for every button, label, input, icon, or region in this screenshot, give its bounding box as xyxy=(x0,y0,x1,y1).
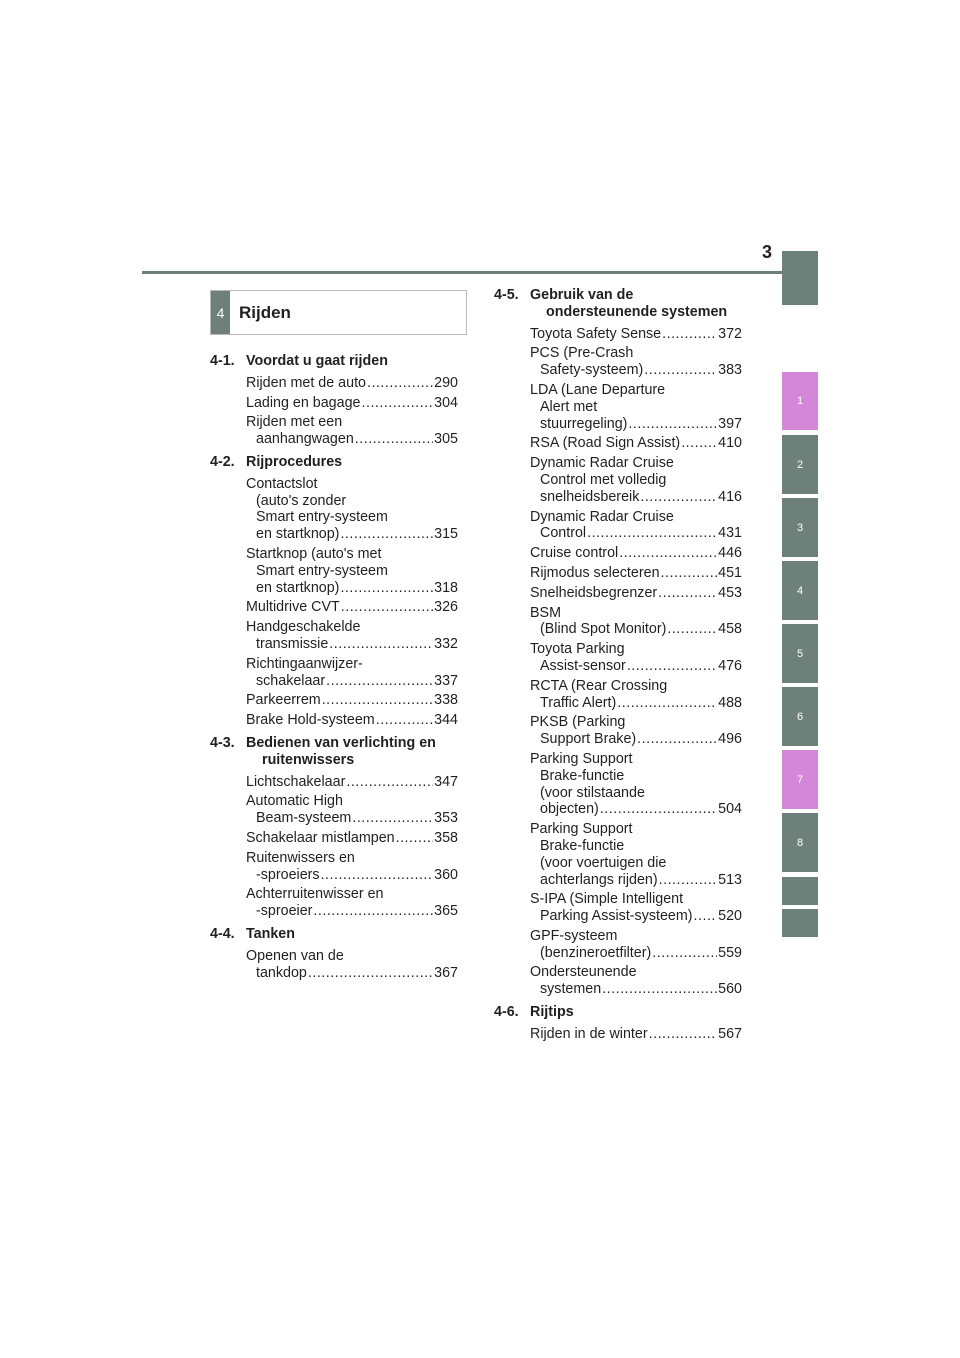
toc-entry[interactable] xyxy=(530,435,742,452)
dot-leader xyxy=(640,489,717,506)
toc-entry-page: 305 xyxy=(434,431,458,448)
toc-entry[interactable] xyxy=(246,395,458,412)
dot-leader xyxy=(662,326,717,343)
chapter-tab-4[interactable]: 4 xyxy=(782,561,818,620)
toc-entry-text: Dynamic Radar Cruise xyxy=(530,508,674,525)
chapter-tab-blank[interactable] xyxy=(782,909,818,937)
toc-entry-text: Richtingaanwijzer- xyxy=(246,655,363,672)
toc-entry-text: Toyota Safety Sense xyxy=(530,325,662,342)
toc-group-number: 4-5. xyxy=(494,287,519,303)
dot-leader xyxy=(661,565,718,582)
toc-entry-text: stuurregeling) xyxy=(540,415,628,432)
toc-entry-page: 504 xyxy=(718,801,742,818)
dot-leader xyxy=(619,545,717,562)
dot-leader xyxy=(658,585,717,602)
toc-entry-text: Ondersteunende xyxy=(530,964,637,981)
dot-leader xyxy=(628,416,717,433)
toc-entry-text: S-IPA (Simple Intelligent xyxy=(530,891,684,908)
toc-group-title: Gebruik van de ondersteunende systemen xyxy=(530,287,728,320)
toc-entry-text: Alert met xyxy=(540,398,598,415)
toc-entry-page: 560 xyxy=(718,981,742,998)
section-title: Rijden xyxy=(239,302,291,322)
toc-entry[interactable] xyxy=(530,928,742,962)
toc-entry-page: 326 xyxy=(434,599,458,616)
toc-entry-text: Dynamic Radar Cruise xyxy=(530,455,674,472)
toc-entry[interactable] xyxy=(530,964,742,998)
dot-leader xyxy=(308,965,433,982)
toc-entry[interactable] xyxy=(530,509,742,543)
toc-entry[interactable] xyxy=(530,1026,742,1043)
toc-entry[interactable] xyxy=(530,678,742,712)
toc-entry[interactable] xyxy=(246,414,458,448)
toc-entry-page: 451 xyxy=(718,564,742,581)
toc-entry-page: 367 xyxy=(434,964,458,981)
toc-entry-page: 338 xyxy=(434,692,458,709)
toc-entry-text: transmissie xyxy=(256,635,329,652)
toc-entry-text: schakelaar xyxy=(256,672,326,689)
dot-leader xyxy=(376,712,433,729)
toc-entry-page: 304 xyxy=(434,394,458,411)
toc-entry[interactable] xyxy=(246,850,458,884)
toc-entry-page: 410 xyxy=(718,435,742,452)
toc-entry-page: 344 xyxy=(434,712,458,729)
toc-entry-page: 458 xyxy=(718,621,742,638)
toc-entry-page: 496 xyxy=(718,731,742,748)
dot-leader xyxy=(340,580,433,597)
toc-entry-text: Brake-functie xyxy=(540,767,625,784)
dot-leader xyxy=(617,695,717,712)
chapter-tab-8[interactable]: 8 xyxy=(782,813,818,872)
toc-group-title: Rijtips xyxy=(530,1004,574,1021)
toc-entry-text: snelheidsbereik xyxy=(540,488,640,505)
toc-entry-text: Handgeschakelde xyxy=(246,619,361,636)
toc-entry[interactable] xyxy=(530,585,742,602)
toc-entry-text: Beam-systeem xyxy=(256,810,352,827)
toc-column-right xyxy=(494,287,742,1043)
toc-entry-page: 353 xyxy=(434,810,458,827)
toc-entry-text: Lichtschakelaar xyxy=(246,773,346,790)
dot-leader xyxy=(340,526,433,543)
toc-group-title: Rijprocedures xyxy=(246,453,343,470)
toc-entry-text: -sproeiers xyxy=(256,866,320,883)
dot-leader xyxy=(652,945,717,962)
toc-entry-text: Rijmodus selecteren xyxy=(530,564,660,581)
toc-entry-text: tankdop xyxy=(256,964,307,981)
toc-entry-text: Parkeerrem xyxy=(246,692,321,709)
toc-entry-text: Openen van de xyxy=(246,947,344,964)
toc-group-heading[interactable] xyxy=(210,353,458,370)
dot-leader xyxy=(396,830,434,847)
toc-entry-text: Achterruitenwisser en xyxy=(246,886,384,903)
toc-entry[interactable] xyxy=(246,599,458,616)
toc-entry-text: Smart entry-systeem xyxy=(256,509,388,526)
toc-entry-text: Schakelaar mistlampen xyxy=(246,829,395,846)
toc-entry-text: GPF-systeem xyxy=(530,927,618,944)
toc-entry-page: 431 xyxy=(718,525,742,542)
toc-entry-text: Startknop (auto's met xyxy=(246,545,382,562)
toc-entry-text: Contactslot xyxy=(246,475,318,492)
toc-entry-text: objecten) xyxy=(540,801,599,818)
dot-leader xyxy=(355,431,433,448)
toc-entry-text: Brake-functie xyxy=(540,837,625,854)
toc-entry-text: aanhangwagen xyxy=(256,431,354,448)
toc-entry-page: 372 xyxy=(718,325,742,342)
dot-leader xyxy=(659,872,718,889)
toc-group-title: Voordat u gaat rijden xyxy=(246,353,388,369)
toc-entry-page: 365 xyxy=(434,903,458,920)
toc-group-number: 4-3. xyxy=(210,734,235,751)
toc-entry[interactable] xyxy=(530,565,742,582)
toc-entry-text: Assist-sensor xyxy=(540,657,626,674)
dot-leader xyxy=(602,981,717,998)
toc-entry-text: -sproeier xyxy=(256,903,313,920)
toc-entry[interactable] xyxy=(246,476,458,543)
toc-entry-text: Cruise control xyxy=(530,545,619,562)
toc-entry-text: (auto's zonder xyxy=(256,492,347,509)
toc-entry-text: Control met volledig xyxy=(540,471,667,488)
toc-entry-text: (voor voertuigen die xyxy=(540,854,667,871)
toc-entry[interactable] xyxy=(246,692,458,709)
header-rule xyxy=(142,271,818,274)
toc-entry-text: Parking Assist-systeem) xyxy=(540,908,693,925)
toc-group-number: 4-2. xyxy=(210,453,235,470)
toc-entry-page: 397 xyxy=(718,415,742,432)
dot-leader xyxy=(681,435,717,452)
toc-entry[interactable] xyxy=(246,375,458,392)
dot-leader xyxy=(600,801,717,818)
dot-leader xyxy=(637,731,717,748)
chapter-tab-blank[interactable] xyxy=(782,877,818,905)
toc-entry-text: RSA (Road Sign Assist) xyxy=(530,435,681,452)
toc-group-heading[interactable] xyxy=(494,287,742,321)
chapter-tab-3[interactable]: 3 xyxy=(782,498,818,557)
toc-group-number: 4-6. xyxy=(494,1004,519,1021)
toc-entry-text: BSM xyxy=(530,604,561,621)
toc-entry-text: Brake Hold-systeem xyxy=(246,712,375,729)
toc-group-heading[interactable] xyxy=(210,926,458,943)
dot-leader xyxy=(313,903,433,920)
toc-group-title: Bedienen van verlichting en ruitenwissers xyxy=(246,734,436,768)
toc-entry-text: systemen xyxy=(540,981,602,998)
toc-entry-text: Safety-systeem) xyxy=(540,362,644,379)
toc-group-heading[interactable] xyxy=(494,1004,742,1021)
toc-entry[interactable] xyxy=(530,326,742,343)
toc-entry-page: 315 xyxy=(434,526,458,543)
toc-column-left xyxy=(210,353,458,981)
toc-entry-text: Snelheidsbegrenzer xyxy=(530,584,658,601)
toc-entry[interactable] xyxy=(530,345,742,379)
toc-entry-text: Parking Support xyxy=(530,750,633,767)
toc-entry-page: 416 xyxy=(718,488,742,505)
toc-entry[interactable] xyxy=(246,830,458,847)
toc-entry-page: 332 xyxy=(434,635,458,652)
toc-entry-page: 446 xyxy=(718,545,742,562)
toc-group-heading[interactable] xyxy=(210,735,458,769)
toc-entry-text: Rijden in de winter xyxy=(530,1025,648,1042)
toc-entry-text: Toyota Parking xyxy=(530,641,625,658)
chapter-tab-1[interactable]: 1 xyxy=(782,372,818,430)
toc-entry-text: Rijden met een xyxy=(246,414,343,431)
toc-entry[interactable] xyxy=(530,605,742,639)
toc-entry[interactable] xyxy=(530,891,742,925)
chapter-tab-blank[interactable] xyxy=(782,251,818,305)
toc-entry-text: PKSB (Parking xyxy=(530,714,626,731)
toc-entry-page: 358 xyxy=(434,829,458,846)
toc-group-title: Tanken xyxy=(246,925,295,942)
toc-entry-page: 488 xyxy=(718,694,742,711)
toc-entry-text: (Blind Spot Monitor) xyxy=(540,621,667,638)
dot-leader xyxy=(322,692,433,709)
toc-group-number: 4-4. xyxy=(210,925,235,942)
chapter-tab-6[interactable]: 6 xyxy=(782,687,818,746)
chapter-tab-2[interactable]: 2 xyxy=(782,435,818,494)
dot-leader xyxy=(362,395,434,412)
toc-entry-text: achterlangs rijden) xyxy=(540,871,658,888)
dot-leader xyxy=(329,636,433,653)
dot-leader xyxy=(667,621,717,638)
toc-entry-page: 567 xyxy=(718,1025,742,1042)
dot-leader xyxy=(649,1026,718,1043)
toc-entry-text: LDA (Lane Departure xyxy=(530,381,666,398)
dot-leader xyxy=(352,810,433,827)
toc-entry-text: Automatic High xyxy=(246,793,343,810)
toc-entry[interactable] xyxy=(246,546,458,596)
toc-entry-text: en startknop) xyxy=(256,526,340,543)
toc-entry-text: PCS (Pre-Crash xyxy=(530,345,634,362)
toc-entry-page: 347 xyxy=(434,773,458,790)
toc-entry-page: 520 xyxy=(718,908,742,925)
dot-leader xyxy=(587,525,717,542)
toc-entry-text: Rijden met de auto xyxy=(246,374,367,391)
toc-entry[interactable] xyxy=(246,619,458,653)
toc-entry-page: 360 xyxy=(434,866,458,883)
toc-entry[interactable] xyxy=(246,656,458,690)
toc-entry-text: Multidrive CVT xyxy=(246,599,340,616)
dot-leader xyxy=(367,375,433,392)
toc-entry[interactable] xyxy=(246,774,458,791)
toc-entry-text: RCTA (Rear Crossing xyxy=(530,677,668,694)
toc-entry[interactable] xyxy=(530,751,742,818)
toc-entry-page: 318 xyxy=(434,579,458,596)
toc-entry-text: (voor stilstaande xyxy=(540,784,645,801)
toc-entry-text: (benzineroetfilter) xyxy=(540,944,652,961)
toc-entry[interactable] xyxy=(246,793,458,827)
toc-group-heading[interactable] xyxy=(210,454,458,471)
dot-leader xyxy=(346,774,433,791)
toc-entry-page: 559 xyxy=(718,944,742,961)
toc-entry-text: en startknop) xyxy=(256,579,340,596)
dot-leader xyxy=(627,658,717,675)
page-number: 3 xyxy=(761,242,772,262)
toc-entry[interactable] xyxy=(530,382,742,432)
dot-leader xyxy=(694,908,718,925)
toc-entry-text: Smart entry-systeem xyxy=(256,562,388,579)
toc-entry[interactable] xyxy=(530,455,742,505)
toc-entry[interactable] xyxy=(246,948,458,982)
toc-entry[interactable] xyxy=(246,886,458,920)
dot-leader xyxy=(341,599,433,616)
dot-leader xyxy=(644,362,717,379)
toc-entry-text: Lading en bagage xyxy=(246,394,361,411)
toc-entry[interactable] xyxy=(530,545,742,562)
dot-leader xyxy=(321,867,434,884)
toc-entry-text: Parking Support xyxy=(530,821,633,838)
toc-entry-page: 337 xyxy=(434,672,458,689)
toc-entry-text: Control xyxy=(540,525,587,542)
toc-entry-page: 513 xyxy=(718,871,742,888)
section-header xyxy=(210,290,467,335)
toc-entry-page: 476 xyxy=(718,657,742,674)
toc-entry[interactable] xyxy=(530,821,742,888)
toc-entry-text: Traffic Alert) xyxy=(540,694,617,711)
dot-leader xyxy=(326,673,433,690)
toc-entry[interactable] xyxy=(530,641,742,675)
section-number: 4 xyxy=(211,291,230,334)
chapter-tab-7[interactable]: 7 xyxy=(782,750,818,809)
toc-group-number: 4-1. xyxy=(210,353,235,369)
toc-entry-page: 453 xyxy=(718,584,742,601)
toc-entry[interactable] xyxy=(246,712,458,729)
toc-entry-text: Ruitenwissers en xyxy=(246,849,355,866)
toc-entry-page: 383 xyxy=(718,362,742,379)
toc-entry[interactable] xyxy=(530,714,742,748)
toc-entry-page: 290 xyxy=(434,374,458,391)
toc-entry-text: Support Brake) xyxy=(540,731,637,748)
chapter-tab-5[interactable]: 5 xyxy=(782,624,818,683)
